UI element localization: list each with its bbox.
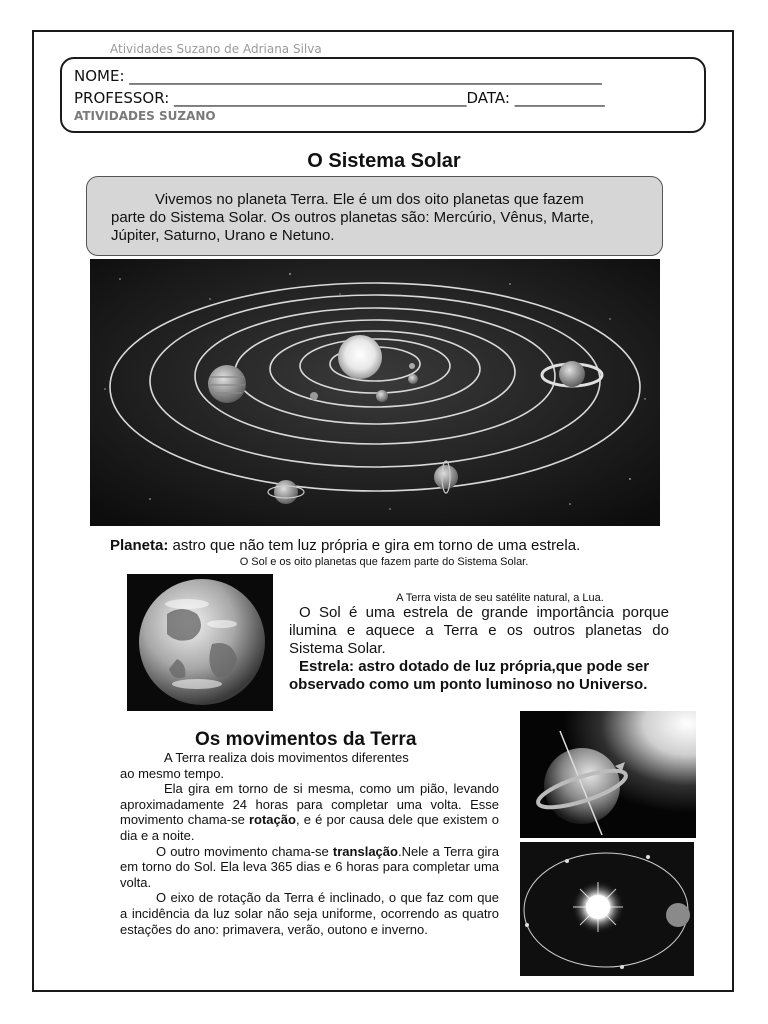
estrela-definition: Estrela: astro dotado de luz própria,que pode ser observado como um ponto luminoso no Universo. [289,658,650,693]
watermark: Atividades Suzano de Adriana Silva [110,42,322,56]
professor-data-field[interactable]: PROFESSOR: _______________________________________DATA: ____________ [74,89,605,107]
intro-line-2: parte do Sistema Solar. Os outros planetas são: Mercúrio, Vênus, Marte, [111,209,594,226]
earth-caption: A Terra vista de seu satélite natural, a Lua. [396,592,604,604]
sol-paragraph: O Sol é uma estrela de grande importância porque ilumina e aquece a Terra e os outros planetas do Sistema Solar. [289,604,669,657]
earth-orbit-image [520,842,694,976]
movimentos-p1: A Terra realiza dois movimentos diferentes [164,750,409,765]
header-box [60,57,706,133]
movimentos-p4: O eixo de rotação da Terra é inclinado, o que faz com que a incidência da luz solar não seja uniforme, ocorrendo as quatro estações do ano: primavera, verão, outono e inverno. [120,890,499,937]
solar-system-caption: O Sol e os oito planetas que fazem parte do Sistema Solar. [239,556,529,568]
planeta-definition: Planeta: astro que não tem luz própria e gira em torno de uma estrela. [110,537,581,554]
page-title: O Sistema Solar [307,150,461,172]
movimentos-title: Os movimentos da Terra [195,729,417,750]
intro-line-3: Júpiter, Saturno, Urano e Netuno. [111,227,335,244]
movimentos-p2: Ela gira em torno de si mesma, como um pião, levando aproximadamente 24 horas para completar uma volta. Esse movimento chama-se rotação, e é por causa dele que existem o dia e a noite. [120,781,499,843]
intro-line-1: Vivemos no planeta Terra. Ele é um dos oito planetas que fazem [155,191,584,208]
movimentos-p1b: ao mesmo tempo. [120,765,225,781]
movimentos-body [120,750,499,937]
earth-rotation-image [520,711,696,838]
movimentos-p3: O outro movimento chama-se translação.Nele a Terra gira em torno do Sol. Ela leva 365 dias e 6 horas para completar uma volta. [120,843,499,890]
earth-image [127,574,273,711]
solar-system-image [90,259,660,526]
intro-box [86,176,663,256]
nome-field[interactable]: NOME: _______________________________________________________________ [74,67,602,85]
brand-label: ATIVIDADES SUZANO [74,109,216,123]
